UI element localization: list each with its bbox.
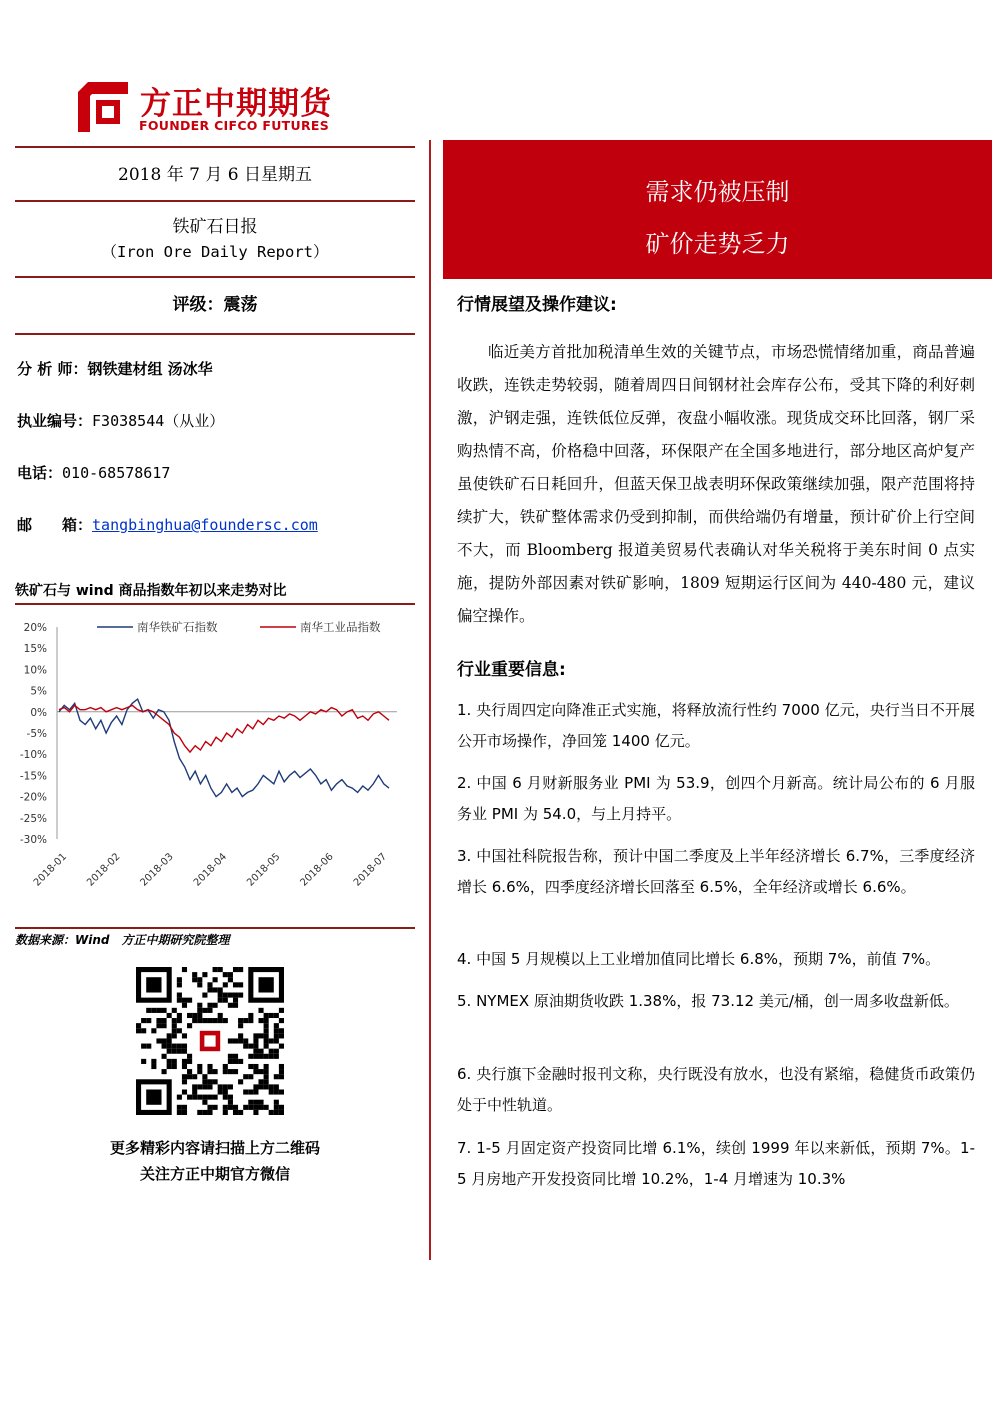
divider	[15, 146, 415, 148]
logo-text-en: FOUNDER CIFCO FUTURES	[139, 118, 330, 133]
license-value: F3038544（从业）	[92, 412, 225, 430]
line-chart	[15, 612, 415, 902]
x-tick-label: 2018-07	[351, 851, 390, 889]
headline-line-2: 矿价走势乏力	[645, 230, 790, 258]
email-row	[17, 514, 318, 535]
y-tick-label: 10%	[23, 664, 47, 677]
y-tick-label: 0%	[30, 706, 47, 719]
news-item-5: 5. NYMEX 原油期货收跌 1.38%，报 73.12 美元/桶，创一周多收盘新低。	[457, 992, 959, 1010]
email-label: 邮 箱：	[17, 516, 93, 534]
headline-line-1: 需求仍被压制	[645, 178, 790, 206]
y-tick-label: -30%	[19, 834, 47, 846]
report-subtitle: （Iron Ore Daily Report）	[101, 243, 329, 261]
news-item-4: 4. 中国 5 月规模以上工业增加值同比增长 6.8%，预期 7%，前值 7%。	[457, 950, 941, 968]
y-tick-label: -25%	[19, 812, 47, 825]
report-date: 2018 年 7 月 6 日星期五	[118, 165, 312, 185]
license-label: 执业编号：	[17, 412, 93, 430]
qr-code	[136, 967, 284, 1115]
data-source: 数据来源：Wind 方正中期研究院整理	[15, 933, 230, 947]
divider	[15, 200, 415, 202]
divider	[15, 276, 415, 278]
divider	[15, 927, 415, 929]
x-tick-label: 2018-01	[31, 851, 70, 889]
news-item-6: 6. 央行旗下金融时报刊文称，央行既没有放水，也没有紧缩，稳健货币政策仍处于中性轨道。	[457, 1065, 975, 1114]
news-item-3: 3. 中国社科院报告称，预计中国二季度及上半年经济增长 6.7%，三季度经济增长 6.6%，四季度经济增长回落至 6.5%，全年经济或增长 6.6%。	[457, 847, 975, 896]
rating: 评级：震荡	[172, 295, 258, 315]
analyst-label: 分 析 师：	[17, 360, 88, 378]
news-item-7: 7. 1-5 月固定资产投资同比增 6.1%，续创 1999 年以来新低，预期 7%。1-5 月房地产开发投资同比增 10.2%，1-4 月增速为 10.3%	[457, 1139, 975, 1188]
x-tick-label: 2018-03	[138, 851, 176, 889]
x-tick-label: 2018-06	[298, 851, 336, 889]
x-tick-label: 2018-05	[245, 851, 283, 889]
outlook-heading: 行情展望及操作建议:	[457, 295, 617, 315]
outlook-body: 临近美方首批加税清单生效的关键节点，市场恐慌情绪加重，商品普遍收跌，连铁走势较弱，随着周四日间钢材社会库存公布，受其下降的利好刺激，沪钢走强，连铁低位反弹，夜盘小幅收涨。现货成交环比回落，钢厂采购热情不高，价格稳中回落，环保限产在全国多地进行，部分地区高炉复产虽使铁矿石日耗回升，但蓝天保卫战表明环保政策继续加强，限产范围将持续扩大，铁矿整体需求仍受到抑制，而供给端仍有增量，预计矿价上行空间不大，而 Bloomberg 报道美贸易代表确认对华关税将于美东时间 0 点实施，提防外部因素对铁矿影响，1809 短期运行区间为 440-480 元，建议偏空操作。	[457, 343, 975, 625]
divider	[15, 603, 415, 605]
email-link[interactable]: tangbinghua@foundersc.com	[92, 516, 318, 534]
news-heading: 行业重要信息:	[457, 660, 566, 680]
qr-caption-1: 更多精彩内容请扫描上方二维码	[109, 1139, 320, 1157]
report-title: 铁矿石日报	[172, 217, 258, 237]
y-tick-label: -10%	[19, 749, 47, 762]
phone-row	[17, 462, 170, 483]
x-tick-label: 2018-04	[191, 851, 230, 889]
y-tick-label: -5%	[26, 728, 47, 740]
y-tick-label: -20%	[19, 791, 47, 804]
news-item-1: 1. 央行周四定向降准正式实施，将释放流行性约 7000 亿元，央行当日不开展公开市场操作，净回笼 1400 亿元。	[457, 701, 975, 750]
legend-label-iron-ore: 南华铁矿石指数	[137, 620, 218, 634]
qr-caption-2: 关注方正中期官方微信	[139, 1165, 290, 1183]
divider	[15, 333, 415, 335]
phone-label: 电话：	[17, 464, 63, 482]
y-tick-label: 20%	[23, 622, 47, 634]
license-row	[17, 410, 224, 431]
chart-title: 铁矿石与 wind 商品指数年初以来走势对比	[15, 583, 287, 599]
logo-icon	[78, 82, 128, 132]
y-tick-label: 15%	[23, 643, 47, 656]
y-tick-label: -15%	[19, 770, 47, 783]
analyst-value: 钢铁建材组 汤冰华	[87, 360, 213, 378]
phone-value: 010-68578617	[62, 464, 171, 482]
y-tick-label: 5%	[30, 685, 47, 698]
x-tick-label: 2018-02	[85, 851, 123, 889]
column-separator	[429, 140, 431, 1260]
news-item-2: 2. 中国 6 月财新服务业 PMI 为 53.9，创四个月新高。统计局公布的 6 月服务业 PMI 为 54.0，与上月持平。	[457, 774, 975, 823]
logo-text-cn: 方正中期期货	[140, 86, 332, 122]
analyst-row	[17, 358, 213, 379]
legend-label-industrial: 南华工业品指数	[300, 620, 381, 634]
